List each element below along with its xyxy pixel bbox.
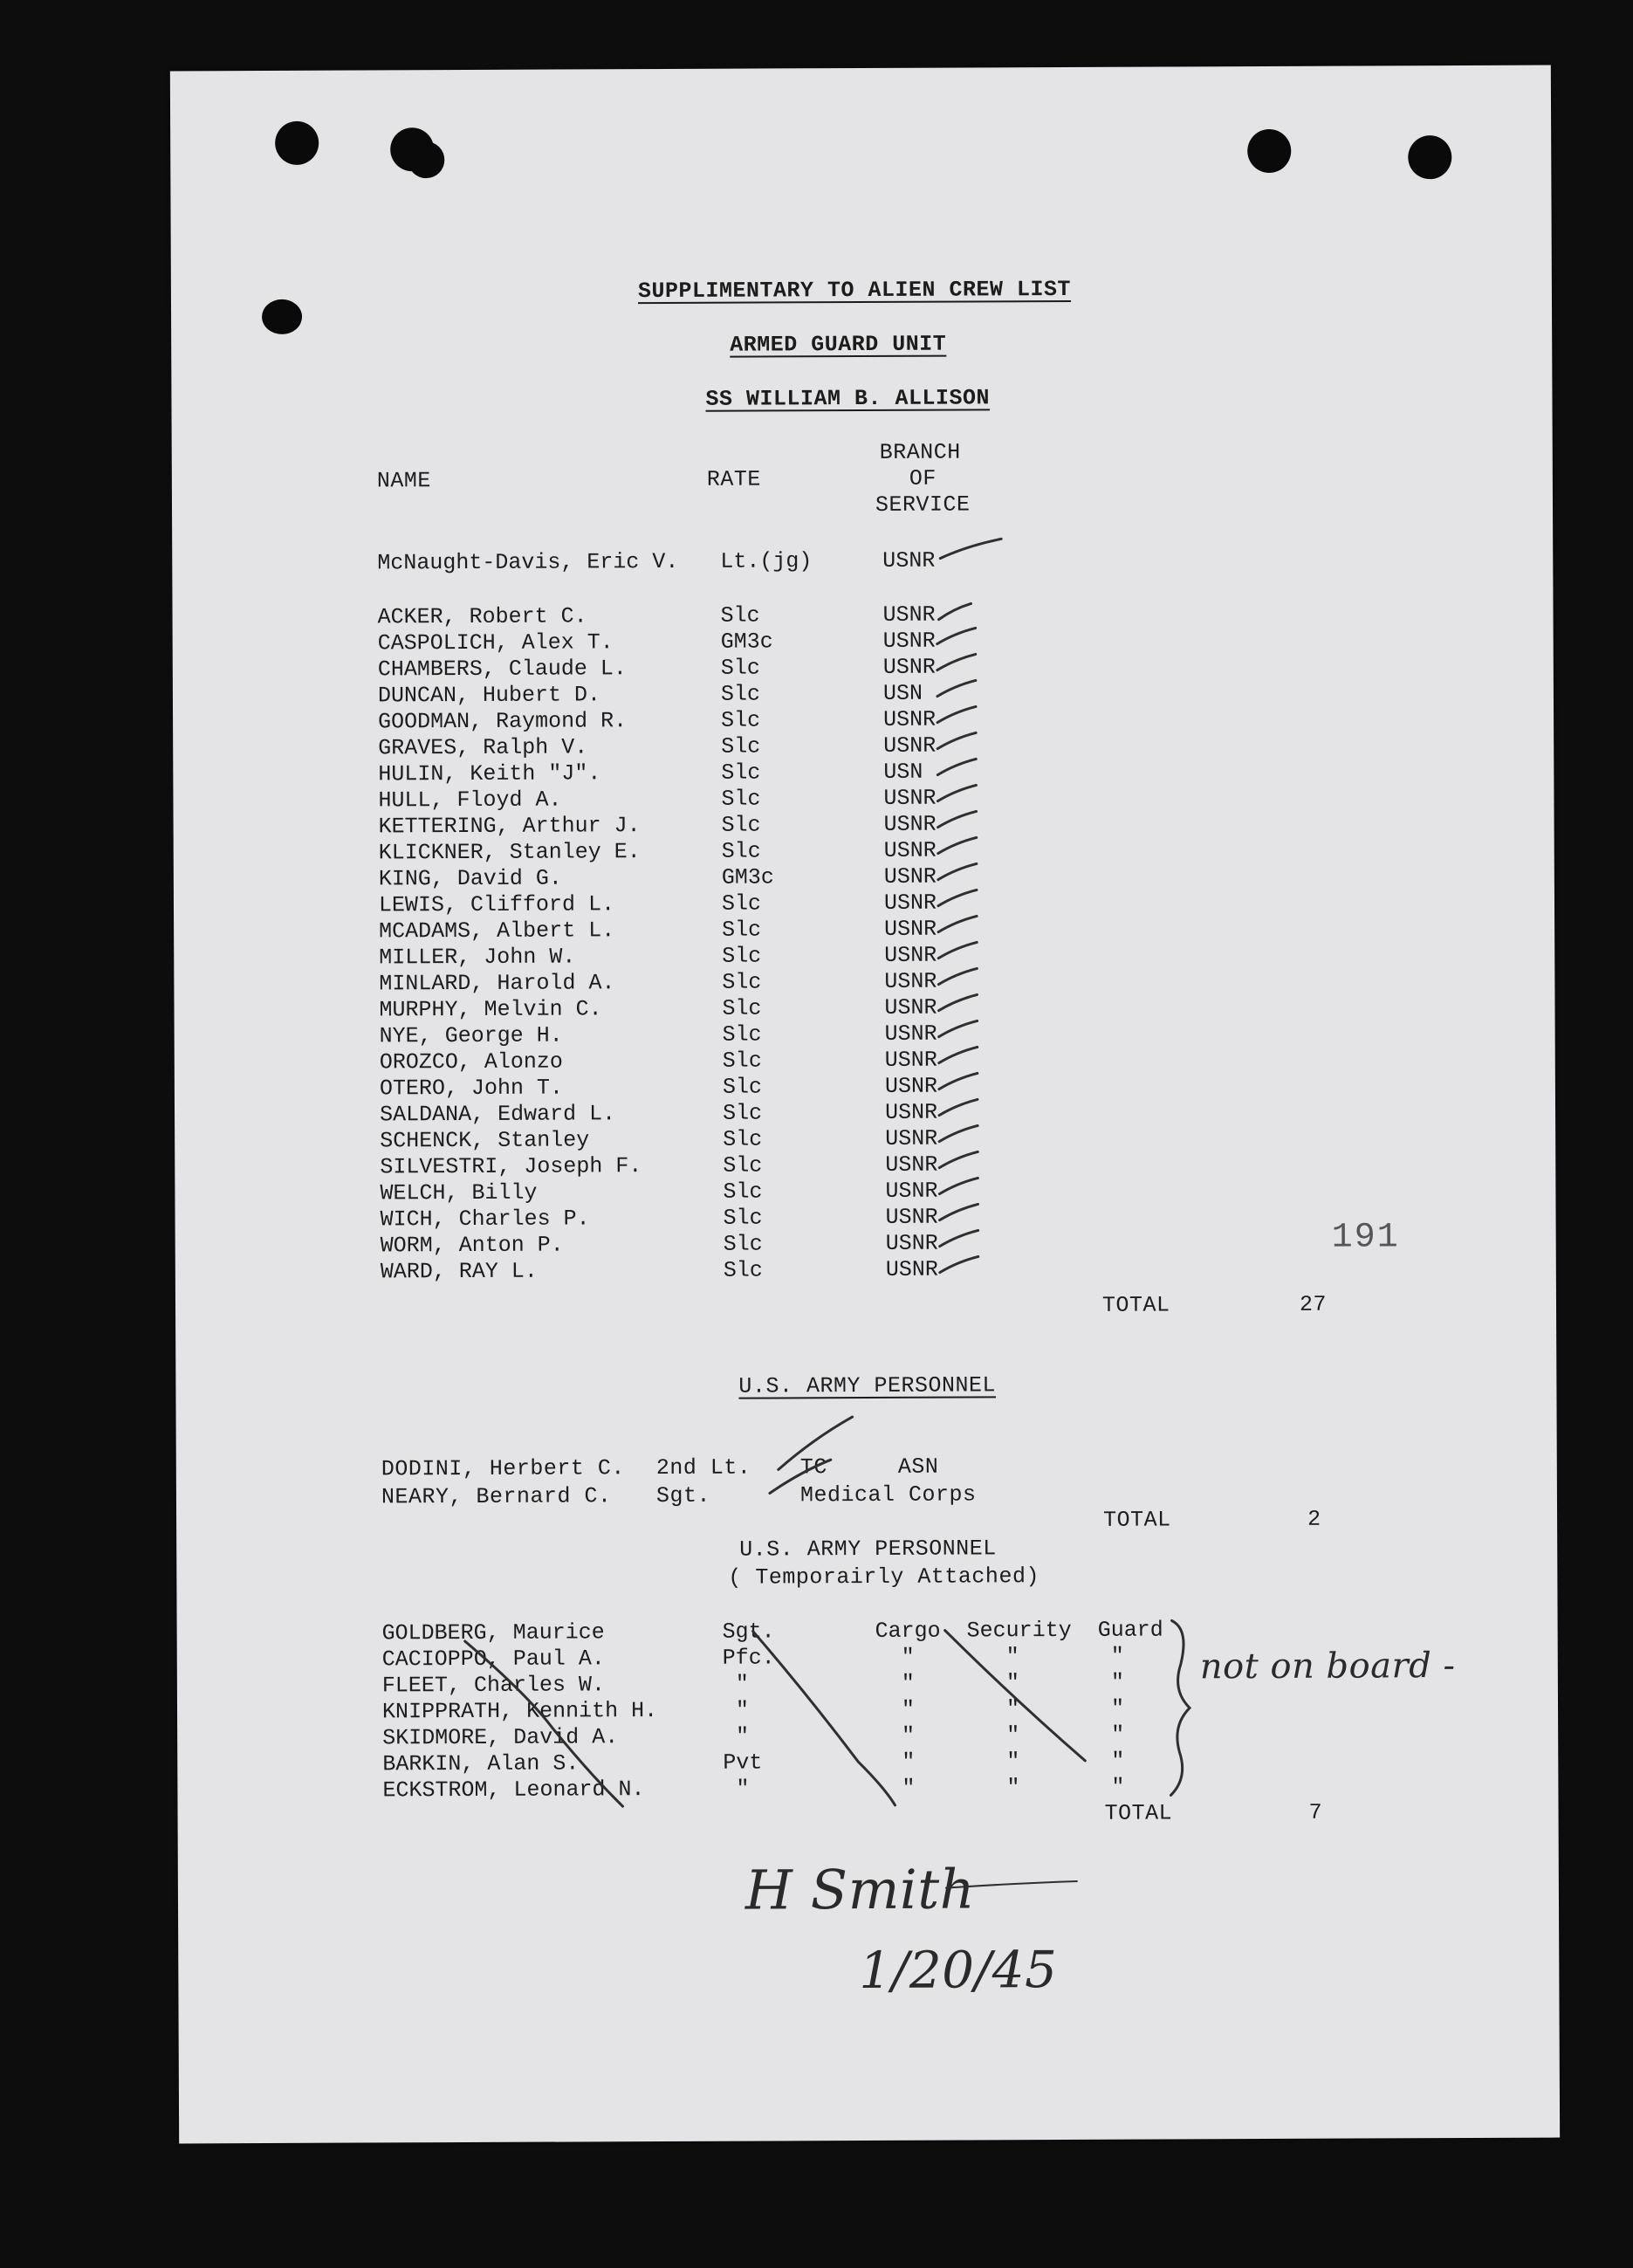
crew-rate: Slc [721,838,761,864]
crew-name: MILLER, John W. [379,944,576,971]
crew-rate: Slc [722,995,762,1021]
check-mark [938,603,971,619]
crew-branch: USN [883,759,923,785]
crew-branch: USN [882,680,923,706]
crew-branch: USNR [884,968,937,994]
total-value: 7 [1308,1799,1323,1825]
crew-branch: USNR [882,601,936,628]
check-mark [939,1178,978,1193]
crew-rate: Slc [722,969,762,995]
crew-name: NYE, George H. [379,1022,563,1049]
crew-branch: USNR [884,1047,937,1073]
handwritten-note: not on board - [1199,1646,1456,1687]
total-value: 2 [1307,1506,1321,1532]
crew-branch: USNR [884,1021,937,1047]
column-header-rate: RATE [706,466,761,492]
army-unit: TC [799,1454,827,1481]
crew-name: SALDANA, Edward L. [379,1101,616,1128]
check-mark [939,1151,978,1167]
crew-name: McNaught-Davis, Eric V. [377,548,679,576]
crew-branch: USNR [884,1099,938,1125]
check-mark [770,1460,831,1493]
attached-duty: Cargo Security Guard [875,1617,1163,1644]
crew-branch: USNR [885,1125,938,1151]
attached-duty: " " " [901,1695,1125,1722]
army-heading: U.S. ARMY PERSONNEL [738,1372,997,1399]
crew-rate: GM3c [721,864,774,890]
crew-branch: USNR [882,654,936,680]
crew-rate: Slc [723,1231,763,1257]
crew-branch: USNR [884,1073,937,1099]
crew-rate: Slc [722,1021,762,1048]
crew-branch: USNR [884,916,937,942]
attached-duty: " " " [902,1748,1125,1775]
crew-name: MINLARD, Harold A. [379,970,615,997]
attached-rate: " [735,1697,750,1723]
attached-name: GOLDBERG, Maurice [381,1619,605,1646]
crew-name: MURPHY, Melvin C. [379,996,602,1023]
crew-name: DUNCAN, Hubert D. [377,682,601,709]
crew-rate: Slc [721,733,761,759]
crew-branch: USNR [885,1204,938,1230]
check-mark [939,1099,978,1115]
army-rate: 2nd Lt. [655,1454,751,1481]
check-mark [938,811,977,827]
crew-name: WELCH, Billy [380,1179,538,1206]
column-header-of: OF [909,465,937,491]
army-name: NEARY, Bernard C. [381,1483,612,1510]
crew-name: CHAMBERS, Claude L. [377,656,627,683]
check-mark [937,706,976,722]
check-mark [940,1230,978,1246]
crew-rate: Slc [721,786,761,812]
total-value: 27 [1299,1291,1328,1317]
crew-rate: GM3c [720,629,773,655]
check-mark [937,680,976,696]
total-label: TOTAL [1101,1292,1170,1318]
crew-rate: Slc [722,1074,762,1100]
crew-branch: USNR [885,1230,938,1256]
crew-rate: Slc [723,1179,763,1205]
crew-name: WICH, Charles P. [380,1206,590,1233]
crew-branch: USNR [882,547,936,574]
crew-name: SCHENCK, Stanley [380,1127,590,1154]
crew-branch: USNR [885,1256,938,1282]
column-header-name: NAME [376,468,431,494]
check-mark [939,1047,978,1062]
crew-rate: Slc [723,1205,763,1231]
check-mark [938,837,977,853]
crew-name: OTERO, John T. [379,1075,564,1102]
attached-name: KNIPPRATH, Kennith H. [381,1698,658,1725]
crew-rate: Slc [723,1257,763,1283]
signature-name: H Smith [744,1857,976,1922]
check-mark [939,1073,978,1089]
attached-rate: " [736,1776,750,1802]
attached-rate: Sgt. [722,1619,775,1645]
crew-rate: Slc [721,890,762,917]
attached-name: BARKIN, Alan S. [382,1750,580,1777]
crew-name: OROZCO, Alonzo [379,1048,563,1076]
crew-branch: USNR [882,628,936,654]
total-label: TOTAL [1104,1800,1173,1826]
document-page [170,65,1560,2144]
check-mark [940,1256,978,1272]
crew-name: CASPOLICH, Alex T. [377,629,614,656]
strike-line [465,1640,623,1807]
crew-name: KLICKNER, Stanley E. [378,839,641,866]
attached-duty: " " " [902,1774,1125,1801]
attached-name: FLEET, Charles W. [381,1672,606,1699]
signature-date: 1/20/45 [859,1940,1058,2001]
check-mark [938,863,977,879]
check-mark [939,1021,978,1036]
attached-heading: U.S. ARMY PERSONNEL [739,1536,997,1563]
crew-name: WARD, RAY L. [380,1258,538,1285]
check-mark [940,1204,978,1220]
crew-rate: Slc [721,707,761,733]
crew-name: MCADAMS, Albert L. [379,918,615,945]
army-rate: Sgt. [655,1482,711,1509]
crew-branch: USNR [885,1151,938,1178]
attached-duty: " " " [901,1669,1125,1696]
check-mark [940,539,1001,558]
crew-name: ACKER, Robert C. [377,603,587,630]
crew-name: LEWIS, Clifford L. [378,891,615,918]
check-mark [938,994,977,1010]
attached-duty: " " " [902,1722,1125,1749]
crew-rate: Slc [720,602,760,629]
crew-name: WORM, Anton P. [380,1232,564,1259]
attached-name: CACIOPPO, Paul A. [381,1646,605,1673]
army-unit: Medical Corps [799,1481,977,1509]
crew-branch: USNR [883,837,937,863]
check-mark [938,916,977,931]
crew-rate: Slc [722,943,762,969]
crew-rate: Slc [720,655,760,681]
document-title: SUPPLIMENTARY TO ALIEN CREW LIST [637,276,1072,305]
crew-name: KETTERING, Arthur J. [378,813,641,840]
attached-duty: " " " [901,1643,1124,1670]
check-mark [779,1417,853,1469]
check-mark [938,968,977,984]
check-mark [937,654,976,670]
strike-line [945,1630,1086,1762]
attached-name: ECKSTROM, Leonard N. [382,1777,645,1804]
crew-name: SILVESTRI, Joseph F. [380,1153,642,1180]
crew-name: HULL, Floyd A. [378,787,562,814]
attached-subheading: ( Temporairly Attached) [728,1564,1039,1591]
crew-branch: USNR [883,863,937,890]
crew-name: KING, David G. [378,865,562,892]
crew-name: GOODMAN, Raymond R. [378,708,628,735]
army-serial: ASN [897,1454,939,1480]
crew-branch: USNR [883,785,937,811]
crew-rate: Slc [722,917,762,943]
check-mark [938,942,977,958]
crew-name: HULIN, Keith "J". [378,760,601,787]
attached-rate: " [735,1671,749,1697]
column-header-service: SERVICE [875,491,971,518]
crew-rate: Slc [721,812,761,838]
check-mark [937,628,976,643]
crew-branch: USNR [884,942,937,968]
attached-rate: Pvt [723,1749,763,1776]
brace [1170,1620,1190,1795]
check-mark [937,732,976,748]
vessel-name: SS WILLIAM B. ALLISON [705,385,991,412]
crew-branch: USNR [883,732,937,759]
check-mark [938,890,977,905]
stamp-number: 191 [1331,1218,1400,1258]
crew-rate: Slc [722,1048,762,1074]
attached-rate: Pfc. [722,1645,775,1671]
crew-rate: Slc [720,681,761,707]
crew-branch: USNR [883,706,937,732]
attached-rate: " [736,1723,750,1749]
crew-rate: Slc [721,759,761,786]
total-label: TOTAL [1103,1507,1171,1533]
crew-rate: Slc [722,1100,763,1126]
crew-rate: Slc [723,1126,763,1152]
army-name: DODINI, Herbert C. [381,1455,625,1482]
strike-line [753,1631,895,1806]
handwritten-ink-marks [170,65,1560,2144]
attached-name: SKIDMORE, David A. [382,1724,619,1751]
unit-heading: ARMED GUARD UNIT [730,331,947,358]
check-mark [937,759,976,774]
crew-rate: Lt.(jg) [720,548,813,574]
crew-branch: USNR [884,994,937,1021]
crew-rate: Slc [723,1152,763,1179]
crew-name: GRAVES, Ralph V. [378,734,588,761]
check-mark [939,1125,978,1141]
underline-stroke [946,1881,1077,1888]
crew-branch: USNR [885,1178,938,1204]
check-mark [937,785,976,801]
column-header-branch: BRANCH [879,439,961,465]
crew-branch: USNR [883,811,937,837]
crew-branch: USNR [883,890,937,916]
